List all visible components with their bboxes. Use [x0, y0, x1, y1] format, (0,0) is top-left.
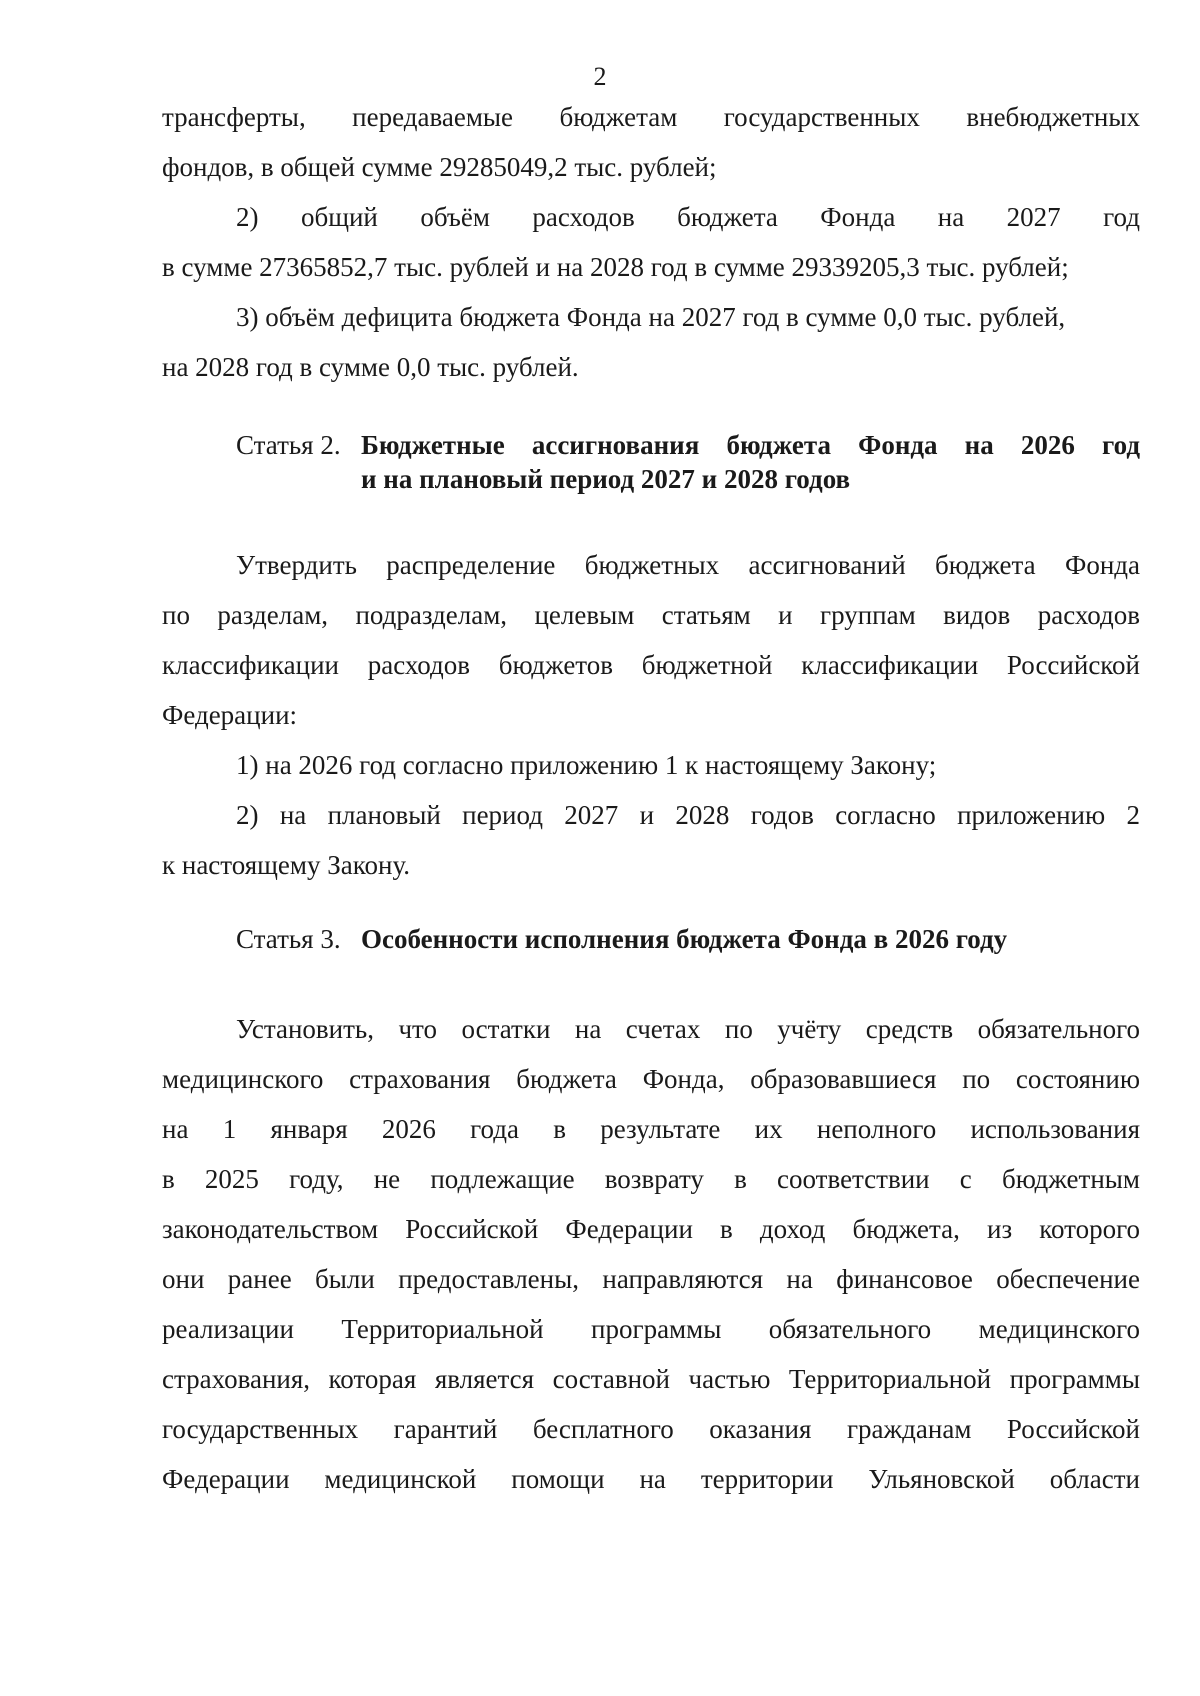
text-line: трансферты, передаваемые бюджетам государственных внебюджетных [162, 102, 1140, 132]
article-title-line: Особенности исполнения бюджета Фонда в 2026 году [361, 924, 1008, 954]
text-line: в сумме 27365852,7 тыс. рублей и на 2028 год в сумме 29339205,3 тыс. рублей; [162, 252, 1069, 282]
text-line: реализации Территориальной программы обязательного медицинского [162, 1314, 1140, 1344]
text-line: к настоящему Закону. [162, 850, 410, 880]
text-line: на 1 января 2026 года в результате их неполного использования [162, 1114, 1140, 1144]
article-title [361, 428, 1140, 496]
article-3-heading [236, 922, 1140, 956]
article-3-body [162, 1004, 1140, 1504]
text-line: Федерации медицинской помощи на территории Ульяновской области [162, 1464, 1140, 1494]
article-label: Статья 2. [236, 430, 341, 460]
text-line: страхования, которая является составной частью Территориальной программы [162, 1364, 1140, 1394]
text-line: они ранее были предоставлены, направляются на финансовое обеспечение [162, 1264, 1140, 1294]
text-line: по разделам, подразделам, целевым статьям и группам видов расходов [162, 600, 1140, 630]
text-line: Федерации: [162, 700, 298, 730]
text-line: 2) на плановый период 2027 и 2028 годов согласно приложению 2 [236, 800, 1140, 830]
text-line: классификации расходов бюджетов бюджетной классификации Российской [162, 650, 1140, 680]
text-line: в 2025 году, не подлежащие возврату в соответствии с бюджетным [162, 1164, 1140, 1194]
text-line: 1) на 2026 год согласно приложению 1 к настоящему Закону; [236, 750, 937, 780]
text-line: Установить, что остатки на счетах по учёту средств обязательного [236, 1014, 1140, 1044]
article-title-line: и на плановый период 2027 и 2028 годов [361, 464, 851, 494]
page-number: 2 [593, 62, 607, 91]
article-2-body [162, 540, 1140, 890]
article-title-line: Бюджетные ассигнования бюджета Фонда на 2026 год [361, 430, 1140, 460]
text-line: законодательством Российской Федерации в доход бюджета, из которого [162, 1214, 1140, 1244]
text-line: 3) объём дефицита бюджета Фонда на 2027 год в сумме 0,0 тыс. рублей, [236, 302, 1066, 332]
article-label: Статья 3. [236, 924, 341, 954]
article-title [361, 922, 1140, 956]
text-line: на 2028 год в сумме 0,0 тыс. рублей. [162, 352, 579, 382]
article-2-heading [236, 428, 1140, 496]
text-line: государственных гарантий бесплатного оказания гражданам Российской [162, 1414, 1140, 1444]
intro-paragraphs [162, 92, 1140, 392]
text-line: медицинского страхования бюджета Фонда, образовавшиеся по состоянию [162, 1064, 1140, 1094]
text-line: Утвердить распределение бюджетных ассигнований бюджета Фонда [236, 550, 1140, 580]
text-line: фондов, в общей сумме 29285049,2 тыс. рублей; [162, 152, 717, 182]
text-line: 2) общий объём расходов бюджета Фонда на 2027 год [236, 202, 1140, 232]
